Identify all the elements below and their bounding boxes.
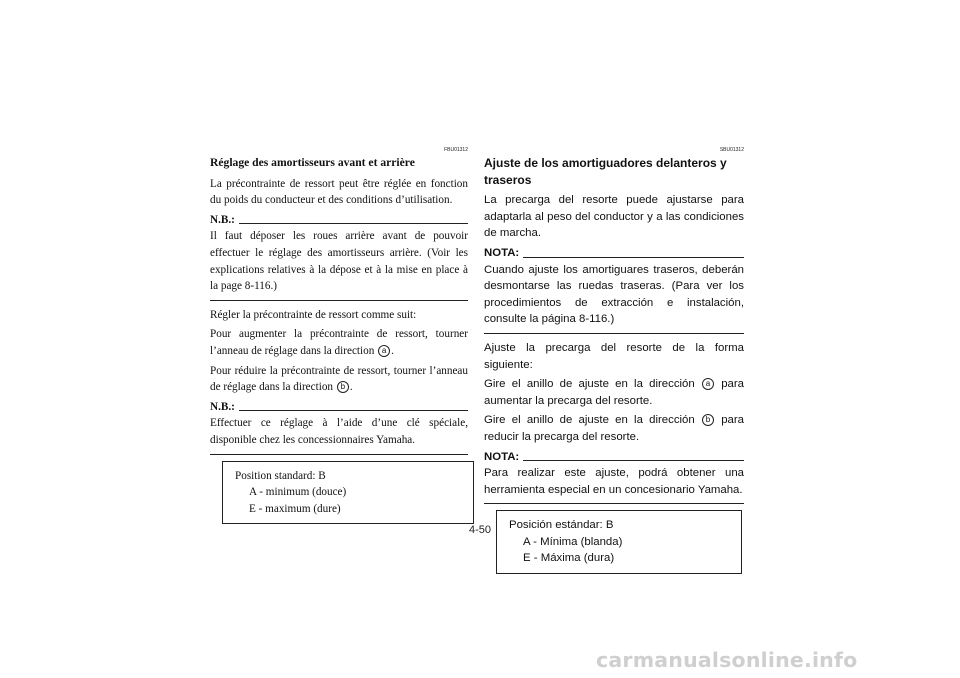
note-text: Para realizar este ajuste, podrá obtener una herramienta especial en un concesionario Yamaha. [484,467,744,496]
maximum-position: E - maximum (dure) [249,502,341,515]
decrease-text: Pour réduire la précontrainte de ressort, tourner l’anneau de réglage dans la direction [210,364,468,394]
increase-end: para aumentar la precarga del resorte. [484,378,745,407]
note-text: Il faut déposer les roues arrière avant de pouvoir effectuer le réglage des amortisseurs arrière. (Voir les explications relatives à la dépose et à la mise en place à la page 8-116.) [210,230,468,293]
note-text: Cuando ajuste los amortiguares traseros, deberán desmontarse las ruedas traseras. (Para ver los procedimientos de extracción e instalación, consulte la página 8-116.) [484,263,744,326]
step-intro: Régler la précontrainte de ressort comme suit: [210,308,417,321]
note-end-rule [210,300,468,301]
note-label: NOTA: [484,450,520,463]
note-label: NOTA: [484,246,520,259]
spanish-column [484,147,744,574]
note-end-rule [210,454,468,455]
increase-text: Gire el anillo de ajuste en la dirección [484,378,695,391]
note-heading [484,245,744,262]
decrease-end: . [349,381,353,394]
section-code: FBU01312 [444,147,468,153]
decrease-instruction [484,412,744,445]
watermark: carmanualsonline.info [596,648,858,672]
note-label: N.B.: [210,213,235,226]
note-rule [523,460,744,461]
french-column [210,147,468,524]
increase-instruction [210,326,468,359]
circled-a-icon: a [378,345,390,357]
note-heading [210,212,468,229]
step-intro: Ajuste la precarga del resorte de la forma siguiente: [484,341,744,371]
settings-box [496,510,742,574]
circled-b-icon: b [702,414,714,426]
increase-end: . [391,344,394,357]
standard-position: Position standard: B [235,469,326,482]
note-rule [239,223,468,224]
note-rule [239,410,468,411]
intro-paragraph: La précontrainte de ressort peut être réglée en fonction du poids du conducteur et des conditions d’utilisation. [210,177,468,207]
note-heading [210,399,468,416]
minimum-position: A - minimum (douce) [249,486,347,499]
minimum-position: A - Mínima (blanda) [523,535,623,548]
note-end-rule [484,503,744,504]
circled-b-icon: b [337,381,349,393]
standard-position: Posición estándar: B [509,519,614,532]
note-text: Effectuer ce réglage à l’aide d’une clé spéciale, disponible chez les concessionnaires Yamaha. [210,417,468,446]
decrease-instruction [210,363,468,396]
decrease-text: Gire el anillo de ajuste en la dirección [484,414,695,427]
section-code: SBU01312 [719,147,744,153]
note-rule [523,257,744,258]
settings-box [222,461,474,525]
section-title: Ajuste de los amortiguadores delanteros y traseros [484,156,727,187]
section-title: Réglage des amortisseurs avant et arrière [210,156,415,169]
note-end-rule [484,333,744,334]
page-number: 4-50 [468,524,492,536]
note-heading [484,449,744,466]
maximum-position: E - Máxima (dura) [523,552,615,565]
note-label: N.B.: [210,400,235,413]
circled-a-icon: a [702,378,714,390]
increase-text: Pour augmenter la précontrainte de ressort, tourner l’anneau de réglage dans la direction [210,328,468,357]
increase-instruction [484,376,744,409]
decrease-end: para reducir la precarga del resorte. [484,414,745,443]
intro-paragraph: La precarga del resorte puede ajustarse para adaptarla al peso del conductor y a las condiciones de marcha. [484,194,744,240]
